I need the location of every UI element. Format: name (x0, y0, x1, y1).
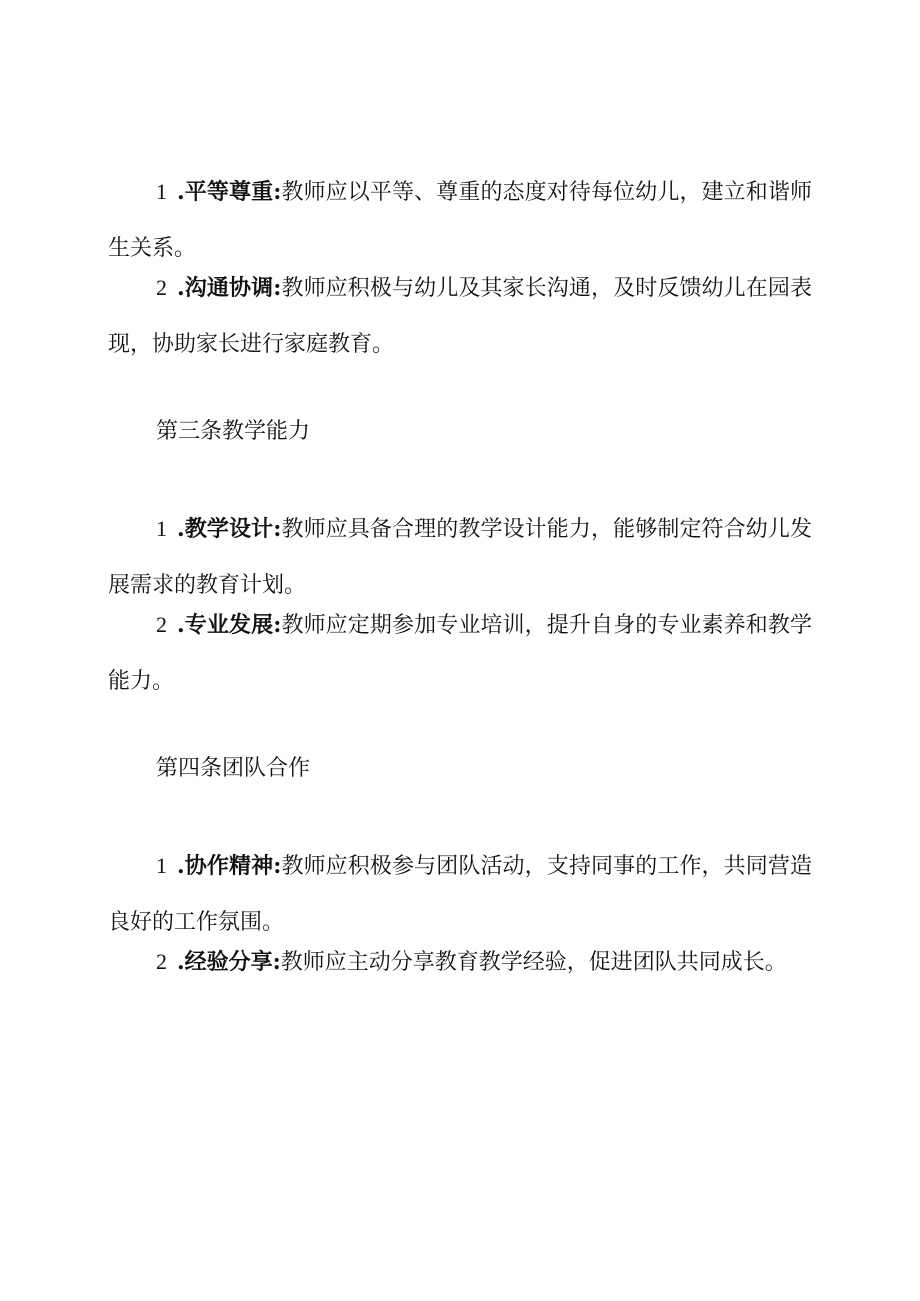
item-term: .教学设计: (177, 516, 282, 542)
item-term: .沟通协调: (177, 275, 282, 301)
item-term: .平等尊重: (177, 179, 282, 205)
item-number: 1 (156, 853, 167, 878)
item-term: .经验分享: (177, 949, 281, 975)
item-body: 教师应定期参加专业培训，提升自身的专业素养和教学能力。 (108, 613, 812, 694)
item-number: 1 (156, 179, 167, 204)
item-term: .专业发展: (177, 612, 282, 638)
item-term: .协作精神: (177, 853, 282, 879)
section-heading: 第三条教学能力 (156, 419, 311, 444)
clause-item (108, 260, 812, 373)
item-body: 教师应具备合理的教学设计能力，能够制定符合幼儿发展需求的教育计划。 (108, 517, 812, 598)
clause-item (108, 934, 812, 991)
item-body: 教师应积极与幼儿及其家长沟通，及时反馈幼儿在园表现，协助家长进行家庭教育。 (108, 276, 812, 357)
item-number: 2 (156, 949, 167, 974)
item-body: 教师应以平等、尊重的态度对待每位幼儿，建立和谐师生关系。 (108, 180, 812, 261)
item-number: 1 (156, 516, 167, 541)
section-heading: 第四条团队合作 (156, 756, 311, 781)
item-body: 教师应主动分享教育教学经验，促进团队共同成长。 (280, 950, 787, 975)
item-body: 教师应积极参与团队活动，支持同事的工作，共同营造良好的工作氛围。 (108, 854, 812, 935)
item-number: 2 (156, 612, 167, 637)
item-number: 2 (156, 275, 167, 300)
clause-item (108, 597, 812, 710)
